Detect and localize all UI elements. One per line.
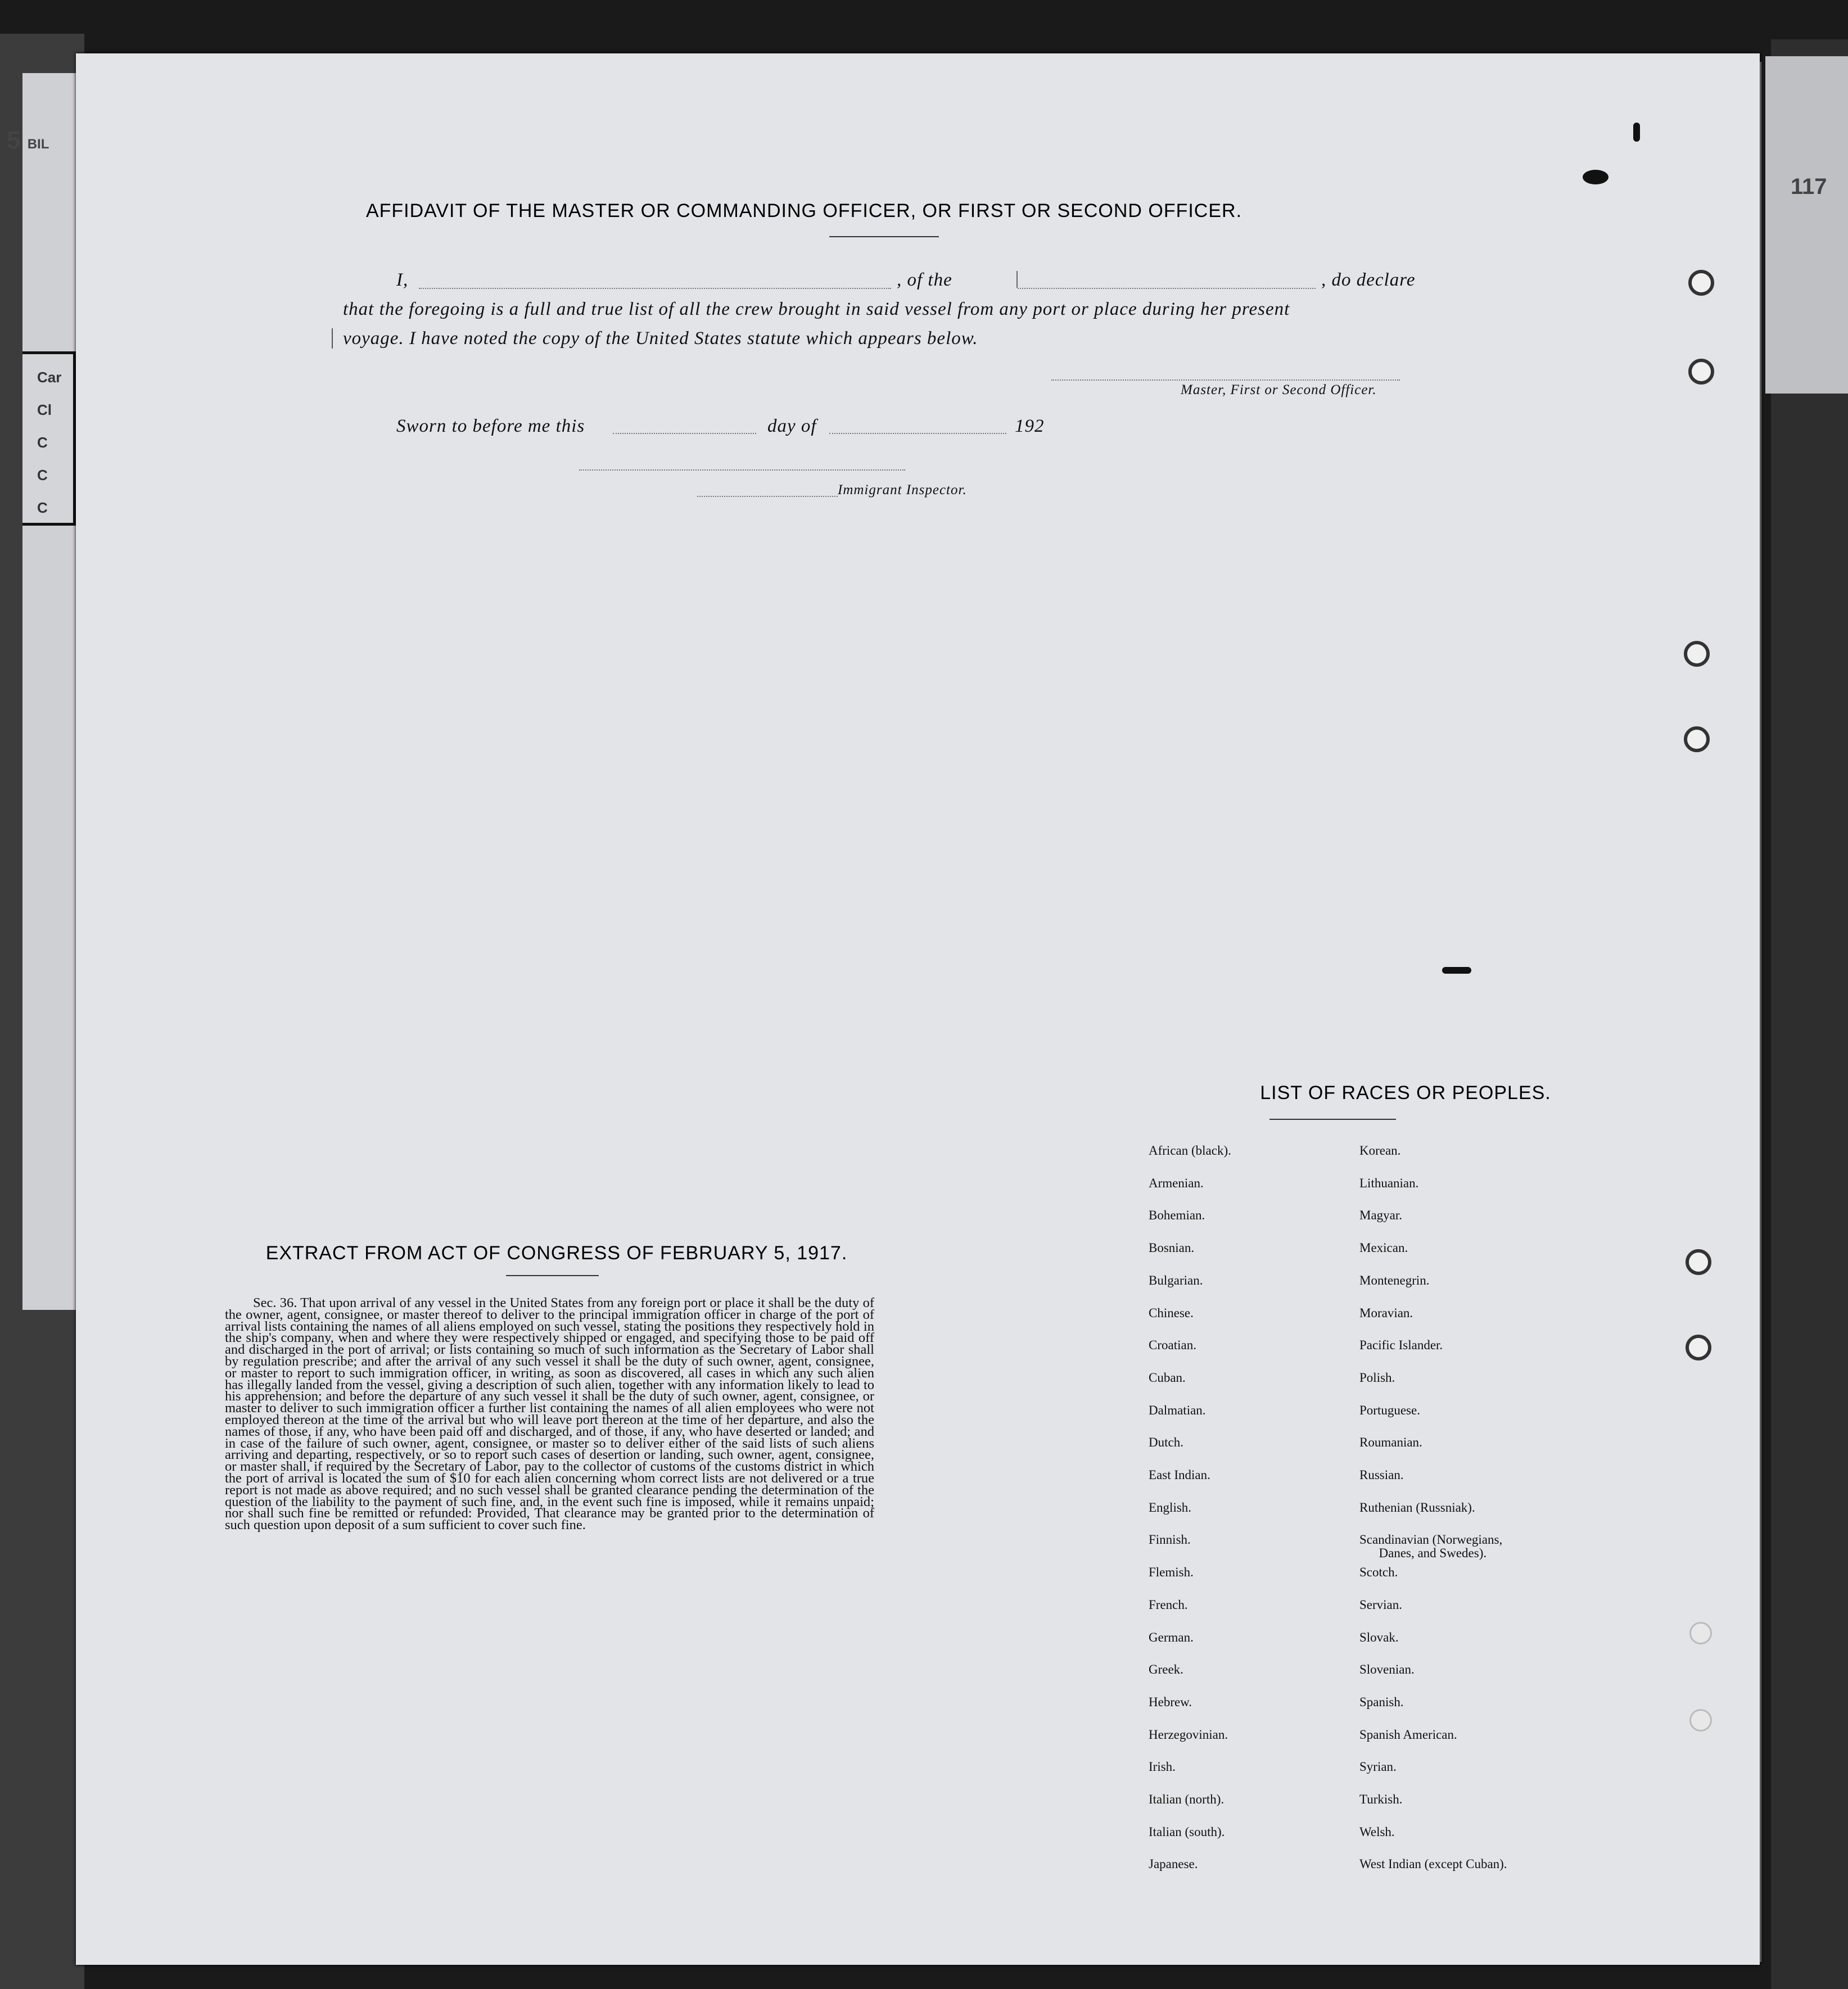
race-item: Scandinavian (Norwegians, Danes, and Swedes). [1359,1533,1503,1561]
sworn-text: Sworn to before me this [396,416,585,436]
race-item: Polish. [1359,1370,1395,1385]
race-item: Magyar. [1359,1208,1403,1223]
race-item: Italian (north). [1149,1792,1225,1806]
binder-hole [1689,1709,1712,1732]
race-item: Bulgarian. [1149,1273,1203,1287]
race-item: West Indian (except Cuban). [1359,1857,1507,1872]
card-frag-line: Cl [37,401,52,418]
race-item: Japanese. [1149,1857,1198,1872]
race-item: English. [1149,1500,1192,1515]
card-frag-line: C [37,467,48,483]
race-item: Korean. [1359,1143,1401,1158]
race-item: Welsh. [1359,1824,1395,1839]
inspector-label: Immigrant Inspector. [838,482,967,498]
affidavit-title: AFFIDAVIT OF THE MASTER OR COMMANDING OFFICER, OR FIRST OR SECOND OFFICER. [365,200,1242,221]
ink-mark [1633,123,1640,142]
ink-smudge [1442,967,1471,974]
card-frag-line: C [37,434,48,451]
race-item: Dalmatian. [1149,1403,1206,1417]
race-item: Bosnian. [1149,1241,1195,1255]
binder-hole [1689,1622,1712,1644]
race-item: Greek. [1149,1662,1183,1677]
underlying-card-fragment [22,351,76,526]
vessel-blank [1018,288,1316,289]
race-item: Spanish American. [1359,1727,1457,1742]
races-title-rule [1269,1119,1396,1120]
master-signature-blank [1051,379,1400,381]
races-title: LIST OF RACES OR PEOPLES. [1260,1082,1551,1104]
affidavit-line-i: I, [396,270,409,290]
race-item: Syrian. [1359,1760,1397,1774]
affidavit-title-rule [829,236,939,237]
binder-hole [1684,641,1710,667]
race-item: Slovenian. [1359,1662,1415,1677]
race-item: East Indian. [1149,1468,1210,1482]
race-item: Scotch. [1359,1565,1398,1580]
binder-hole [1686,1249,1711,1275]
binder-hole [1686,1335,1711,1360]
day-blank [613,433,756,434]
race-item: Servian. [1359,1597,1403,1612]
race-item: Pacific Islander. [1359,1338,1443,1353]
race-item: Mexican. [1359,1241,1408,1255]
extract-title: EXTRACT FROM ACT OF CONGRESS OF FEBRUARY 5, 1917. [265,1242,848,1264]
affidavit-of-the: , of the [897,270,952,290]
race-item: Flemish. [1149,1565,1194,1580]
race-item: Armenian. [1149,1176,1204,1190]
master-signature-label: Master, First or Second Officer. [1181,382,1377,397]
race-item: Montenegrin. [1359,1273,1430,1287]
margin-mark [332,328,333,349]
fragment-left-number: 5 BIL [7,126,49,154]
vessel-blank-tick [1016,271,1018,288]
race-item: Italian (south). [1149,1824,1225,1839]
extract-title-rule [506,1275,599,1276]
race-item: Lithuanian. [1359,1176,1419,1190]
race-item: Cuban. [1149,1370,1186,1385]
underlying-page-right-strip [1765,56,1848,394]
race-item: Herzegovinian. [1149,1727,1228,1742]
race-item: Hebrew. [1149,1694,1192,1709]
inspector-blank-1 [579,469,905,471]
race-item: Irish. [1149,1760,1176,1774]
binder-hole [1688,359,1714,385]
race-item: Finnish. [1149,1533,1191,1547]
race-item: Slovak. [1359,1630,1399,1644]
race-item: French. [1149,1597,1188,1612]
year-prefix: 192 [1015,416,1045,436]
race-item: Ruthenian (Russniak). [1359,1500,1475,1515]
race-item: Roumanian. [1359,1435,1422,1450]
ink-mark [1583,170,1608,184]
card-frag-line: Car [37,369,62,386]
race-item: African (black). [1149,1143,1231,1158]
card-frag-line: C [37,499,48,516]
inspector-blank-2 [697,496,838,497]
race-item: Dutch. [1149,1435,1183,1450]
month-blank [829,433,1006,434]
race-item: German. [1149,1630,1194,1644]
fragment-right-number: 117 [1791,174,1827,199]
race-item: Bohemian. [1149,1208,1205,1223]
race-item: Russian. [1359,1468,1404,1482]
race-item: Moravian. [1359,1305,1413,1320]
race-item: Turkish. [1359,1792,1403,1806]
affidavit-declare: , do declare [1321,270,1416,290]
extract-body: Sec. 36. That upon arrival of any vessel in the United States from any foreign port or place it shall be the duty of the owner, agent, consignee, or master thereof to deliver to the principal immigration officer in charge of the port of arrival lists containing the names of all aliens employed on such vessel, stating the positions they respectively hold in the ship's company, when and where they were respectively shipped or engaged, and specifying those to be paid off and discharged in the port of arrival; or lists containing so much of such information as the Secretary of Labor shall by regulation prescribe; and after the arrival of any such vessel it shall be the duty of such owner, agent, consignee, or master to report to such immigration officer, in writing, as soon as discovered, all cases in which any such alien has illegally landed from the vessel, giving a description of such alien, together with any information likely to lead to his apprehension; and before the departure of any such vessel it shall be the duty of such owner, agent, consignee, or master to deliver to such immigration officer a further list containing the names of all alien employees who were not employed thereon at the time of the arrival but who will leave port thereon at the time of her departure, and also the names of those, if any, who have been paid off and discharged, and of those, if any, who have deserted or landed; and in case of the failure of such owner, agent, consignee, or master so to deliver either of the said lists of such aliens arriving and departing, respectively, or so to report such cases of desertion or landing, such owner, agent, consignee, or master shall, if required by the Secretary of Labor, pay to the collector of customs of the customs district in which the port of arrival is located the sum of $10 for each alien concerning whom correct lists are not delivered or a true report is not made as above required; and no such vessel shall be granted clearance pending the determination of the question of the liability to the payment of such fine, and, in the event such fine is imposed, while it remains unpaid; nor shall such fine be remitted or refunded: Provided, That clearance may be granted prior to the determination of such question upon deposit of a sum sufficient to cover such fine. [225,1295,874,1533]
name-blank [419,288,891,289]
race-item: Croatian. [1149,1338,1196,1353]
binder-hole [1688,270,1714,296]
affidavit-line-2: that the foregoing is a full and true list of all the crew brought in said vessel from any port or place during her present [343,299,1290,319]
race-item: Chinese. [1149,1305,1194,1320]
affidavit-line-3: voyage. I have noted the copy of the United States statute which appears below. [343,328,978,349]
binder-hole [1684,726,1710,752]
day-of-text: day of [767,416,817,436]
race-item: Spanish. [1359,1694,1404,1709]
race-item: Portuguese. [1359,1403,1420,1417]
